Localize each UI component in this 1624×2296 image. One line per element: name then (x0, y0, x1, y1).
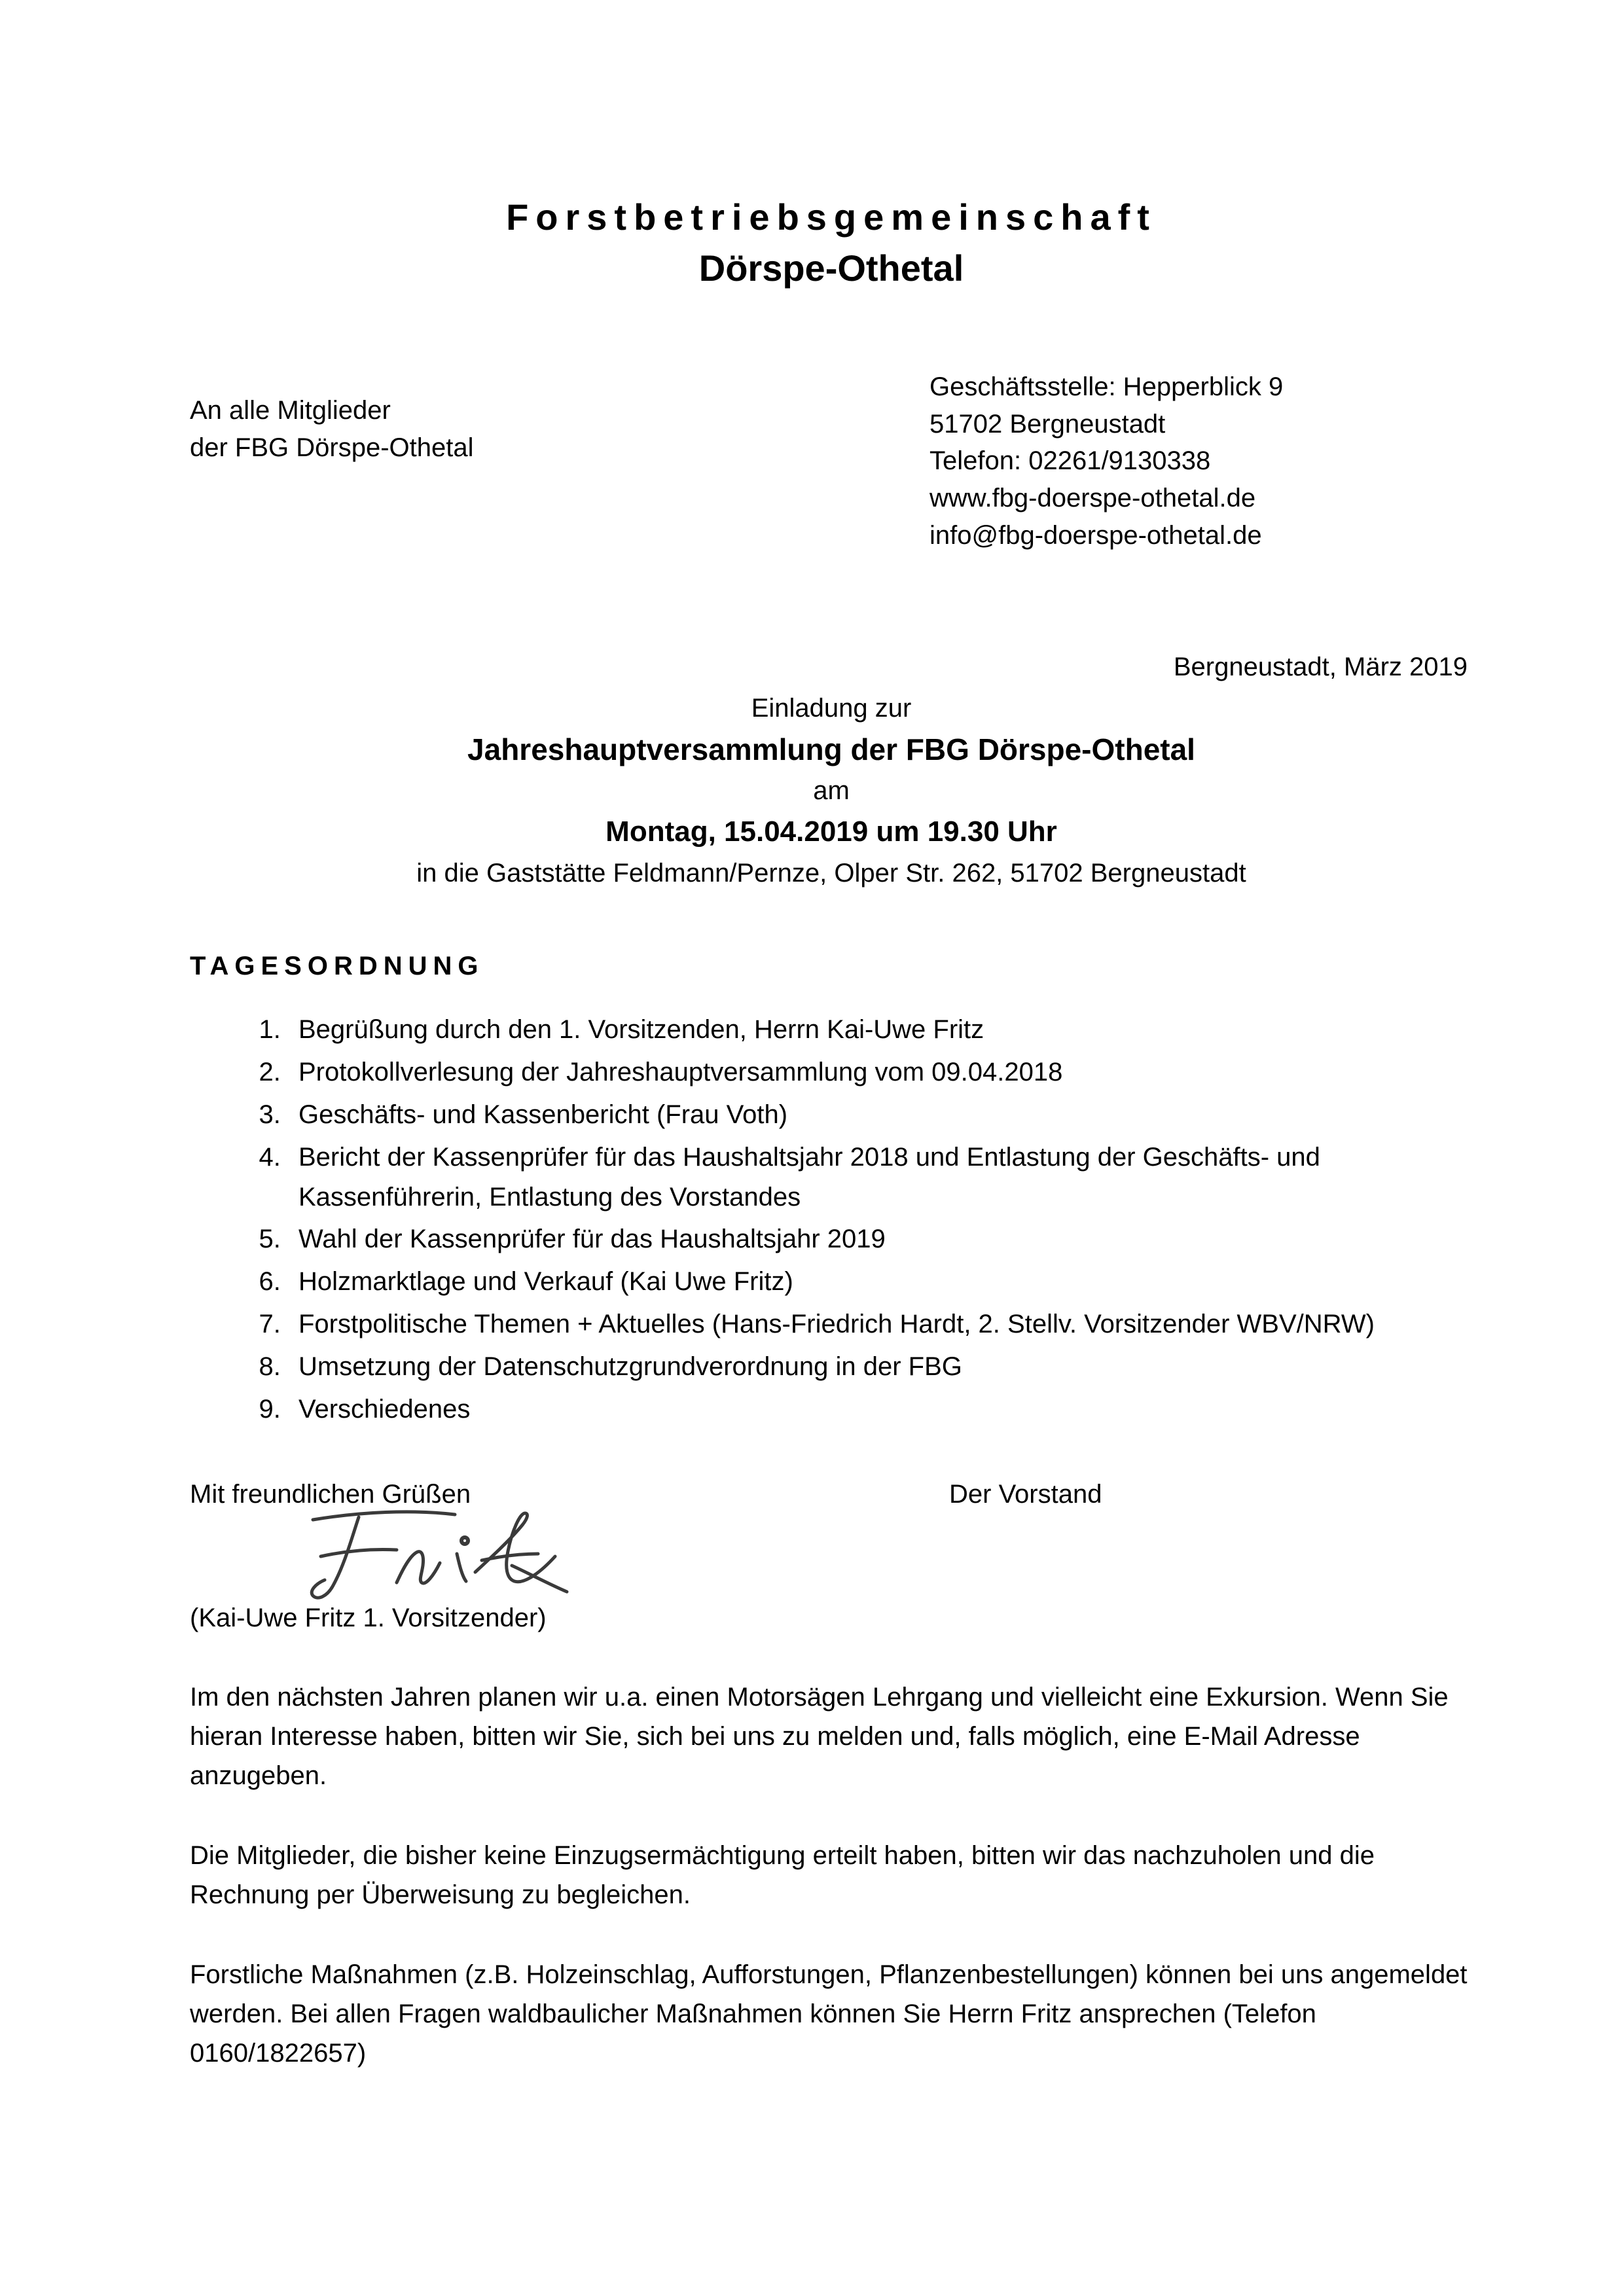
agenda-item: 6. Holzmarktlage und Verkauf (Kai Uwe Fritz) (288, 1262, 1473, 1302)
contact-office: Geschäftsstelle: Hepperblick 9 (929, 372, 1284, 401)
invitation-am: am (813, 776, 850, 806)
place-and-date: Bergneustadt, März 2019 (1173, 652, 1468, 681)
signer-name: (Kai-Uwe Fritz 1. Vorsitzender) (190, 1604, 547, 1633)
contact-block (929, 368, 1283, 554)
invitation-block (190, 689, 1473, 893)
contact-city: 51702 Bergneustadt (929, 409, 1166, 439)
invitation-lead: Einladung zur (751, 693, 912, 723)
invitation-datetime: Montag, 15.04.2019 um 19.30 Uhr (605, 816, 1057, 848)
closing-board: Der Vorstand (949, 1480, 1102, 1509)
organization-name: Forstbetriebsgemeinschaft (506, 196, 1157, 238)
agenda-item: 4. Bericht der Kassenprüfer für das Haushaltsjahr 2018 und Entlastung der Geschäfts- und Kassenführerin, Entlastung des Vorstandes (288, 1138, 1473, 1217)
recipient-line-1: An alle Mitglieder (190, 395, 391, 425)
organization-subname: Dörspe-Othetal (698, 247, 964, 289)
agenda-item: 8. Umsetzung der Datenschutzgrundverordnung in der FBG (288, 1347, 1473, 1387)
document-body (190, 0, 1473, 2073)
recipient-line-2: der FBG Dörspe-Othetal (190, 433, 474, 462)
contact-phone: Telefon: 02261/9130338 (929, 446, 1211, 476)
agenda-list (190, 1010, 1473, 1429)
agenda-item: 5. Wahl der Kassenprüfer für das Haushaltsjahr 2019 (288, 1219, 1473, 1259)
agenda-item: 1. Begrüßung durch den 1. Vorsitzenden, Herrn Kai-Uwe Fritz (288, 1010, 1473, 1050)
note-paragraph-3: Forstliche Maßnahmen (z.B. Holzeinschlag, Aufforstungen, Pflanzenbestellungen) können bei uns angemeldet werden. Bei allen Fragen waldbaulicher Maßnahmen können Sie Herrn Fritz ansprechen (Telefon 0160/1822657) (190, 1960, 1468, 2068)
agenda-heading: TAGESORDNUNG (190, 952, 484, 981)
agenda-item: 3. Geschäfts- und Kassenbericht (Frau Voth) (288, 1095, 1473, 1135)
agenda-item: 2. Protokollverlesung der Jahreshauptversammlung vom 09.04.2018 (288, 1052, 1473, 1092)
closing-greeting: Mit freundlichen Grüßen (190, 1480, 471, 1509)
note-paragraph-1: Im den nächsten Jahren planen wir u.a. einen Motorsägen Lehrgang und vielleicht eine Exkursion. Wenn Sie hieran Interesse haben, bitten wir Sie, sich bei uns zu melden und, falls möglich, eine E-Mail Adresse anzugeben. (190, 1683, 1449, 1791)
invitation-location: in die Gaststätte Feldmann/Pernze, Olper Str. 262, 51702 Bergneustadt (416, 859, 1246, 888)
agenda-item: 7. Forstpolitische Themen + Aktuelles (Hans-Friedrich Hardt, 2. Stellv. Vorsitzender WBV/NRW) (288, 1304, 1473, 1344)
invitation-title: Jahreshauptversammlung der FBG Dörspe-Othetal (467, 732, 1195, 766)
note-paragraph-2: Die Mitglieder, die bisher keine Einzugsermächtigung erteilt haben, bitten wir das nachzuholen und die Rechnung per Überweisung zu begleichen. (190, 1841, 1375, 1910)
agenda-item: 9. Verschiedenes (288, 1390, 1473, 1429)
contact-website[interactable]: www.fbg-doerspe-othetal.de (929, 484, 1256, 513)
recipient-block (190, 368, 929, 467)
address-block (190, 368, 1473, 554)
contact-email[interactable]: info@fbg-doerspe-othetal.de (929, 520, 1262, 550)
handwritten-signature-icon (281, 1505, 1473, 1604)
